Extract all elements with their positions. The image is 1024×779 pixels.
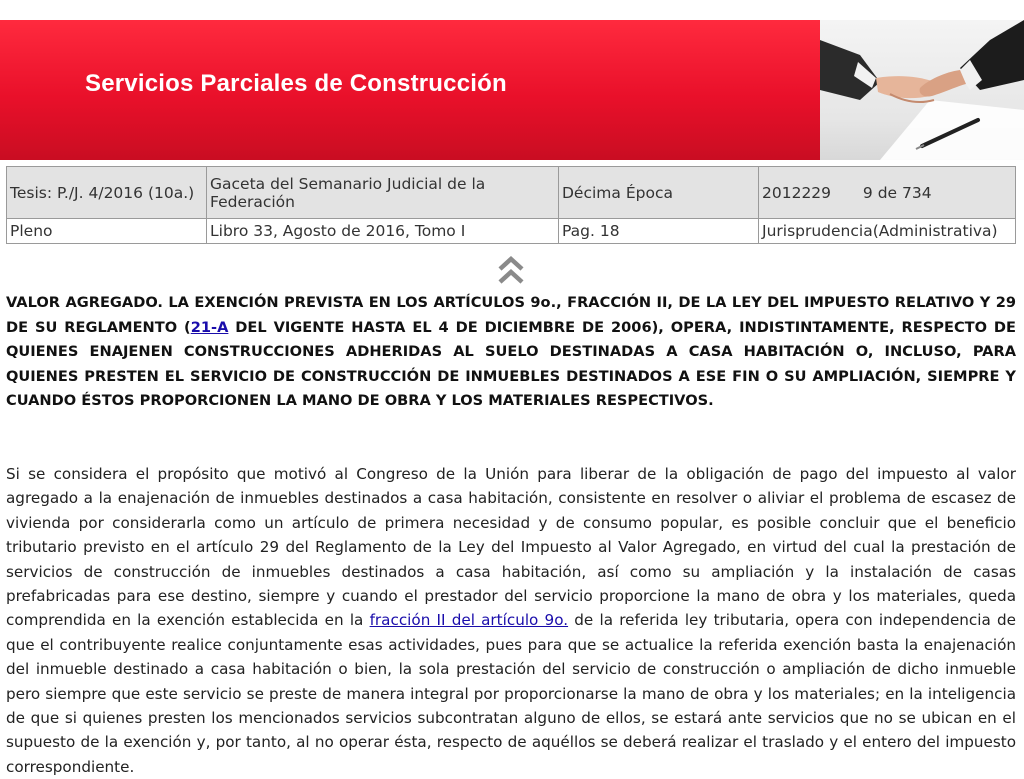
instancia-cell: Pleno [7,219,207,244]
thesis-body [6,462,1016,779]
libro-cell: Libro 33, Agosto de 2016, Tomo I [207,219,559,244]
registro-number: 2012229 [762,183,832,202]
double-chevron-up-icon[interactable] [496,255,526,287]
registro-cell [759,167,1016,219]
tesis-cell: Tesis: P./J. 4/2016 (10a.) [7,167,207,219]
handshake-photo [820,20,1024,160]
heading-text-1: VALOR AGREGADO. LA EXENCIÓN PREVISTA EN LOS ARTÍCULOS 9o., FRACCIÓN II, DE LA LEY DEL IMPUESTO RELATIVO Y 29 DE SU REGLAMENTO ( [6,294,1016,336]
thesis-metadata-table [6,166,1016,244]
page-banner [0,20,1024,160]
thesis-heading [6,291,1016,414]
fuente-cell: Gaceta del Semanario Judicial de la Federación [207,167,559,219]
result-position: 9 de 734 [862,183,932,202]
pagina-cell: Pag. 18 [559,219,759,244]
epoca-cell: Décima Época [559,167,759,219]
banner-title: Servicios Parciales de Construcción [85,70,507,97]
article-21a-link[interactable]: 21-A [190,318,229,336]
article-9-fraction-link[interactable]: fracción II del artículo 9o. [369,611,569,630]
table-row [7,219,1016,244]
body-text-2: de la referida ley tributaria, opera con independencia de que el contribuyente realice conjuntamente esas actividades, pues para que se actualice la referida exención basta la enajenación del inmueble destinado a casa habitación o bien, la sola prestación del servicio de construcción o ampliación de dicho inmueble pero siempre que este servicio se preste de manera integral por proporcionarse la mano de obra y los materiales; en la inteligencia de que si quienes presten los mencionados servicios subcontratan alguno de ellos, se estará ante servicios que no se ubican en el supuesto de la exención y, por tanto, al no operar ésta, respecto de aquéllos se deberá realizar el traslado y el entero del impuesto correspondiente. [6,611,1017,776]
table-row [7,167,1016,219]
handshake-illustration [820,20,1024,160]
heading-text-2: DEL VIGENTE HASTA EL 4 DE DICIEMBRE DE 2006), OPERA, INDISTINTAMENTE, RESPECTO DE QUIENES ENAJENEN CONSTRUCCIONES ADHERIDAS AL SUELO DESTINADAS A CASA HABITACIÓN O, INCLUSO, PARA QUIENES PRESTEN EL SERVICIO DE CONSTRUCCIÓN DE INMUEBLES DESTINADOS A ESE FIN O SU AMPLIACIÓN, SIEMPRE Y CUANDO ÉSTOS PROPORCIONEN LA MANO DE OBRA Y LOS MATERIALES RESPECTIVOS. [6,318,1017,409]
body-text-1: Si se considera el propósito que motivó al Congreso de la Unión para liberar de la obligación de pago del impuesto al valor agregado a la enajenación de inmuebles destinados a casa habitación, consistente en resolver o aliviar el problema de escasez de vivienda por considerarla como un artículo de primera necesidad y de consumo popular, es posible concluir que el beneficio tributario previsto en el artículo 29 del Reglamento de la Ley del Impuesto al Valor Agregado, en virtud del cual la prestación de servicios de construcción de inmuebles destinados a casa habitación, así como su ampliación y la instalación de casas prefabricadas para ese destino, siempre y cuando el prestador del servicio proporcione la mano de obra y los materiales, queda comprendida en la exención establecida en la [6,465,1016,630]
tipo-cell: Jurisprudencia(Administrativa) [759,219,1016,244]
